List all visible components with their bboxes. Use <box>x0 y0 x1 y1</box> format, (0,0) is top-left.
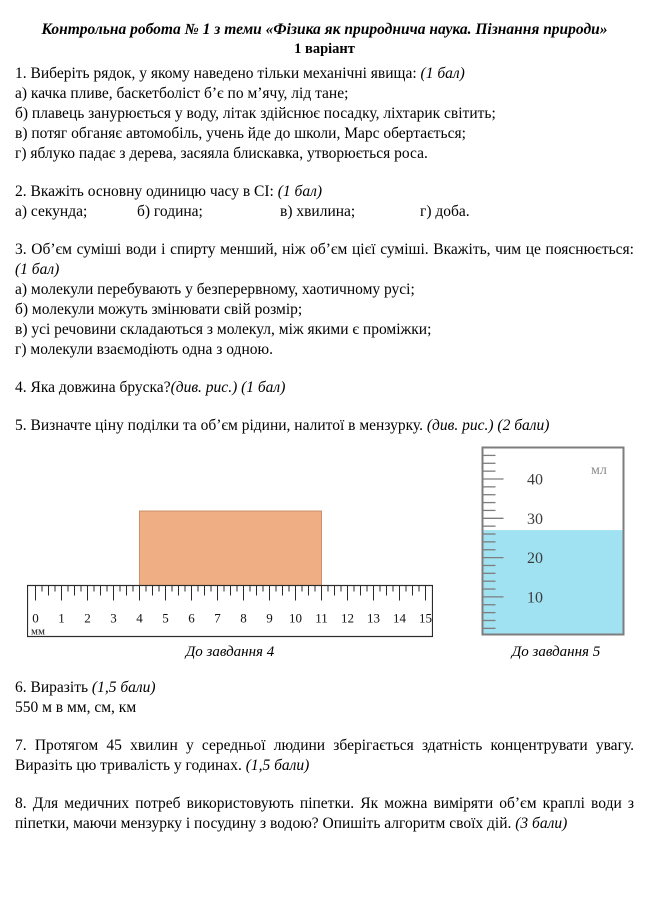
question-2-option-g: г) доба. <box>420 203 470 220</box>
question-5-text: 5. Визначте ціну поділки та об’єм рідини, налитої в мензурку. <box>15 417 427 434</box>
question-3-text: 3. Об’єм суміші води і спирту менший, ніж об’єм цієї суміші. Вкажіть, чим це пояснюється: <box>15 241 634 258</box>
cylinder-unit-label: мл <box>591 463 607 478</box>
question-1-text: 1. Виберіть рядок, у якому наведено тільки механічні явища: <box>15 65 421 82</box>
question-2-options <box>15 202 634 222</box>
question-3-points: (1 бал) <box>15 261 60 278</box>
question-2-points: (1 бал) <box>277 183 322 200</box>
question-3-option-v: в) усі речовини складаються з молекул, між якими є проміжки; <box>15 321 432 338</box>
ruler-number: 4 <box>136 610 143 626</box>
cylinder-scale-label: 30 <box>527 510 543 528</box>
liquid-fill <box>484 530 623 633</box>
page-title: Контрольна робота № 1 з теми «Фізика як природнича наука. Пізнання природи» <box>41 21 608 38</box>
question-4-intro <box>15 378 634 398</box>
variant-label: 1 варіант <box>294 41 355 57</box>
question-6-text: 6. Виразіть <box>15 679 92 696</box>
question-1-option-g: г) яблуко падає з дерева, засяяла блискавка, утворюється роса. <box>15 145 428 162</box>
question-7-text: 7. Протягом 45 хвилин у середньої людини зберігається здатність концентрувати увагу. Виразіть цю тривалість у годинах. <box>15 737 634 774</box>
question-6-points: (1,5 бали) <box>91 679 156 696</box>
question-2-option-v: в) хвилина; <box>280 203 356 220</box>
question-4-text: 4. Яка довжина бруска? <box>15 379 171 396</box>
figures-row <box>27 446 634 662</box>
question-6 <box>15 678 634 718</box>
measuring-cylinder-drawing <box>481 446 631 638</box>
question-2-intro <box>15 182 634 202</box>
ruler-number: 7 <box>214 610 221 626</box>
ruler-number: 13 <box>367 610 380 626</box>
question-5 <box>15 416 634 436</box>
question-2-text: 2. Вкажіть основну одиницю часу в СІ: <box>15 183 278 200</box>
question-7-points: (1,5 бали) <box>245 757 310 774</box>
question-8 <box>15 794 634 834</box>
question-4-points: (див. рис.) (1 бал) <box>170 379 286 396</box>
question-1 <box>15 64 634 164</box>
question-4 <box>15 378 634 398</box>
ruler-number: 1 <box>58 610 65 626</box>
question-3-option-g: г) молекули взаємодіють одна з одною. <box>15 341 273 358</box>
question-2 <box>15 182 634 222</box>
ruler-figure <box>27 510 433 662</box>
ruler-caption: До завдання 4 <box>185 644 275 660</box>
question-7 <box>15 736 634 776</box>
ruler-number: 5 <box>162 610 169 626</box>
question-8-points: (3 бали) <box>515 815 568 832</box>
question-6-task: 550 м в мм, см, км <box>15 699 137 716</box>
cylinder-scale-label: 20 <box>527 550 543 568</box>
ruler-number: 2 <box>84 610 91 626</box>
ruler-number: 0 <box>32 610 39 626</box>
ruler-with-block-drawing <box>27 510 433 638</box>
question-3-intro <box>15 240 634 280</box>
question-6-intro <box>15 678 634 698</box>
ruler-number: 14 <box>393 610 406 626</box>
ruler-unit-label: мм <box>31 625 45 638</box>
ruler-number: 12 <box>341 610 354 626</box>
question-5-points: (див. рис.) (2 бали) <box>426 417 550 434</box>
ruler-number: 9 <box>266 610 273 626</box>
wooden-block <box>140 511 322 586</box>
question-8-intro <box>15 794 634 834</box>
cylinder-figure <box>481 446 631 662</box>
question-1-option-b: б) плавець занурюється у воду, літак здійснює посадку, ліхтарик світить; <box>15 105 496 122</box>
question-2-option-a: а) секунда; <box>15 203 88 220</box>
question-2-option-b: б) година; <box>137 203 203 220</box>
ruler-number: 11 <box>315 610 328 626</box>
question-8-text: 8. Для медичних потреб використовують піпетки. Як можна виміряти об’єм краплі води з піпетки, маючи мензурку і посудину з водою? Опишіть алгоритм своїх дій. <box>15 795 634 832</box>
ruler-number: 8 <box>240 610 247 626</box>
ruler-number: 3 <box>110 610 117 626</box>
question-3 <box>15 240 634 360</box>
ruler-number: 6 <box>188 610 195 626</box>
question-1-option-v: в) потяг обганяє автомобіль, учень йде до школи, Марс обертається; <box>15 125 466 142</box>
question-3-option-b: б) молекули можуть змінювати свій розмір; <box>15 301 303 318</box>
question-7-intro <box>15 736 634 776</box>
ruler-number: 10 <box>289 610 302 626</box>
question-1-intro <box>15 64 634 84</box>
cylinder-scale-label: 40 <box>527 471 543 489</box>
ruler-number: 15 <box>419 610 432 626</box>
question-1-points: (1 бал) <box>420 65 465 82</box>
question-1-option-a: а) качка пливе, баскетболіст б’є по м’ячу, лід тане; <box>15 85 349 102</box>
cylinder-caption: До завдання 5 <box>511 644 601 660</box>
question-3-option-a: а) молекули перебувають у безперервному, хаотичному русі; <box>15 281 415 298</box>
cylinder-scale-label: 10 <box>527 589 543 607</box>
question-5-intro <box>15 416 634 436</box>
